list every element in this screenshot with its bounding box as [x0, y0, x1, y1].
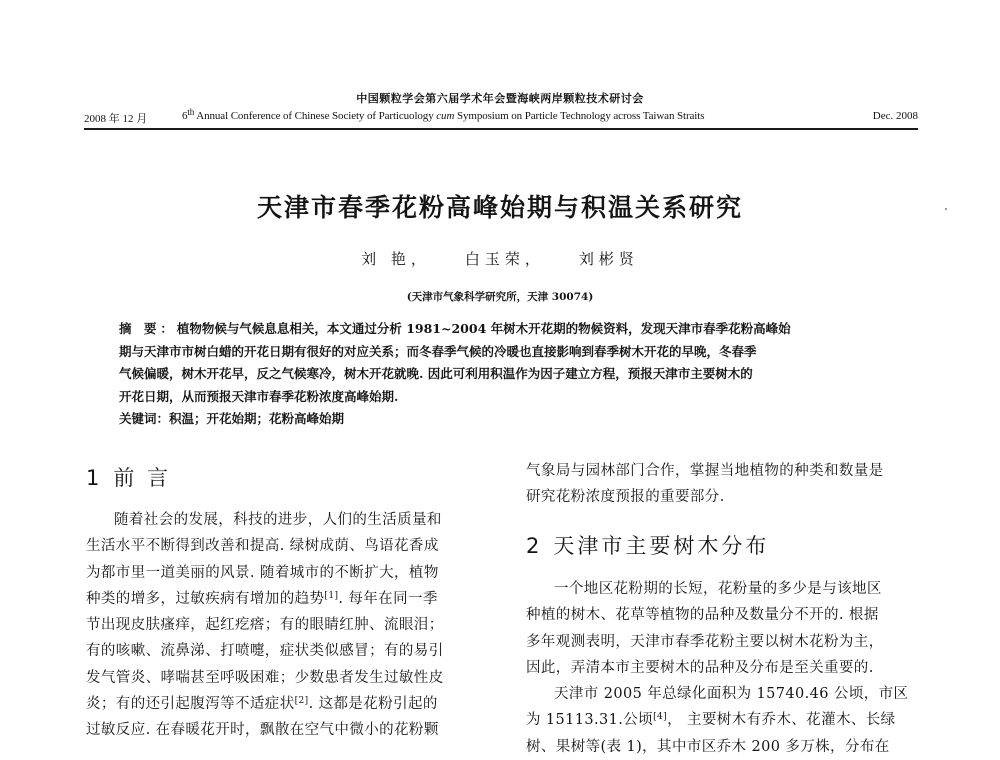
body-line: 气象局与园林部门合作，掌握当地植物的种类和数量是: [526, 463, 884, 479]
keywords-line: [119, 408, 883, 431]
header-rule: [84, 128, 918, 130]
author-3: 刘彬贤: [578, 250, 639, 268]
body-line: 天津市 2005 年总绿化面积为 15740.46 公顷，市区: [554, 686, 909, 703]
citation-2: [2]: [294, 696, 309, 707]
body-line: 种植的树木、花草等植物的品种及数量分不开的. 根据: [526, 607, 879, 624]
body-line: 有的咳嗽、流鼻涕、打喷嚏，症状类似感冒；有的易引: [86, 643, 444, 660]
left-column: [86, 507, 484, 744]
author-2: 白玉荣，: [464, 250, 545, 268]
abstract-line-2: 期与天津市市树白蜡的开花日期有很好的对应关系；而冬春季气候的冷暖也直接影响到春季树木开花的早晚，冬春季: [119, 343, 757, 359]
conference-name-post: Symposium on Particle Technology across Taiwan Straits: [454, 110, 705, 122]
header-date-left: 2008 年 12 月: [84, 113, 148, 125]
conference-number-suffix: th: [187, 107, 195, 117]
body-line: [86, 586, 484, 612]
keywords: 积温；开花始期；花粉高峰始期: [169, 411, 345, 427]
body-text: . 每年在同一季: [338, 590, 438, 607]
body-text: . 这都是花粉引起的: [308, 696, 438, 713]
body-text: ， 主要树木有乔木、花灌木、长绿: [667, 712, 896, 729]
section-2-title: 天津市主要树木分布: [553, 534, 770, 558]
body-text: 种类的增多，过敏疾病有增加的趋势: [86, 590, 325, 607]
body-line: 随着社会的发展，科技的进步，人们的生活质量和: [114, 512, 442, 528]
abstract-line-3: 气候偏暖，树木开花早，反之气候寒冷，树木开花就晚. 因此可利用积温作为因子建立方程，预报天津市主要树木的: [119, 366, 753, 382]
body-text: 炎；有的还引起腹泻等不适症状: [86, 696, 295, 713]
conference-number: 6: [182, 110, 188, 122]
section-2-number: 2: [526, 534, 540, 558]
section-2-heading: [526, 530, 769, 560]
scan-speck: [945, 208, 947, 210]
citation-1: [1]: [324, 590, 339, 601]
body-line: 生活水平不断得到改善和提高. 绿树成荫、鸟语花香成: [86, 538, 439, 555]
body-line: [526, 707, 926, 733]
affiliation: (天津市气象科学研究所，天津 30074): [406, 291, 594, 303]
body-line: 过敏反应. 在春暖花开时，飘散在空气中微小的花粉颗: [86, 722, 439, 739]
keywords-label: 关键词：: [119, 411, 170, 427]
body-text: 为 15113.31.公顷: [526, 712, 654, 729]
body-line: 研究花粉浓度预报的重要部分.: [526, 489, 725, 506]
abstract-label: 摘 要：: [119, 321, 177, 336]
header-conference-en: [182, 107, 705, 122]
conference-name-cum: cum: [436, 110, 455, 122]
body-line: 节出现皮肤瘙痒，起红疙瘩；有的眼睛红肿、流眼泪；: [86, 617, 444, 634]
abstract-text-1: 植物物候与气候息息相关，本文通过分析 1981~2004 年树木开花期的物候资料，发现天津市春季花粉高峰始: [176, 321, 791, 336]
citation-4: [4]: [653, 712, 668, 723]
body-line: 多年观测表明，天津市春季花粉主要以树木花粉为主，: [526, 633, 884, 650]
conference-name-pre: Annual Conference of Chinese Society of Particuology: [194, 110, 437, 122]
right-column-section-2: [526, 576, 926, 760]
paper-title: 天津市春季花粉高峰始期与积温关系研究: [256, 193, 743, 222]
conference-title-cn: 中国颗粒学会第六届学术年会暨海峡两岸颗粒技术研讨会: [356, 92, 644, 105]
body-line: 树、果树等(表 1)，其中市区乔木 200 多万株，分布在: [526, 738, 890, 755]
section-1-number: 1: [86, 466, 100, 490]
abstract: [119, 318, 883, 431]
abstract-line-1: [119, 318, 883, 341]
section-1-title: 前 言: [113, 466, 172, 490]
abstract-line-4: 开花日期，从而预报天津市春季花粉浓度高峰始期.: [119, 388, 399, 404]
author-list: [0, 248, 1000, 269]
body-line: 为都市里一道美丽的风景. 随着城市的不断扩大，植物: [86, 564, 439, 581]
section-1-heading: [86, 462, 171, 492]
body-line: 因此，弄清本市主要树木的品种及分布是至关重要的.: [526, 659, 874, 676]
body-line: 发气管炎、哮喘甚至呼吸困难；少数患者发生过敏性皮: [86, 669, 444, 686]
body-line: [86, 691, 484, 717]
body-line: 一个地区花粉期的长短，花粉量的多少是与该地区: [554, 581, 882, 597]
header-date-right: Dec. 2008: [872, 110, 918, 122]
author-1: 刘 艳，: [361, 250, 431, 268]
right-column-continuation: [526, 458, 926, 511]
